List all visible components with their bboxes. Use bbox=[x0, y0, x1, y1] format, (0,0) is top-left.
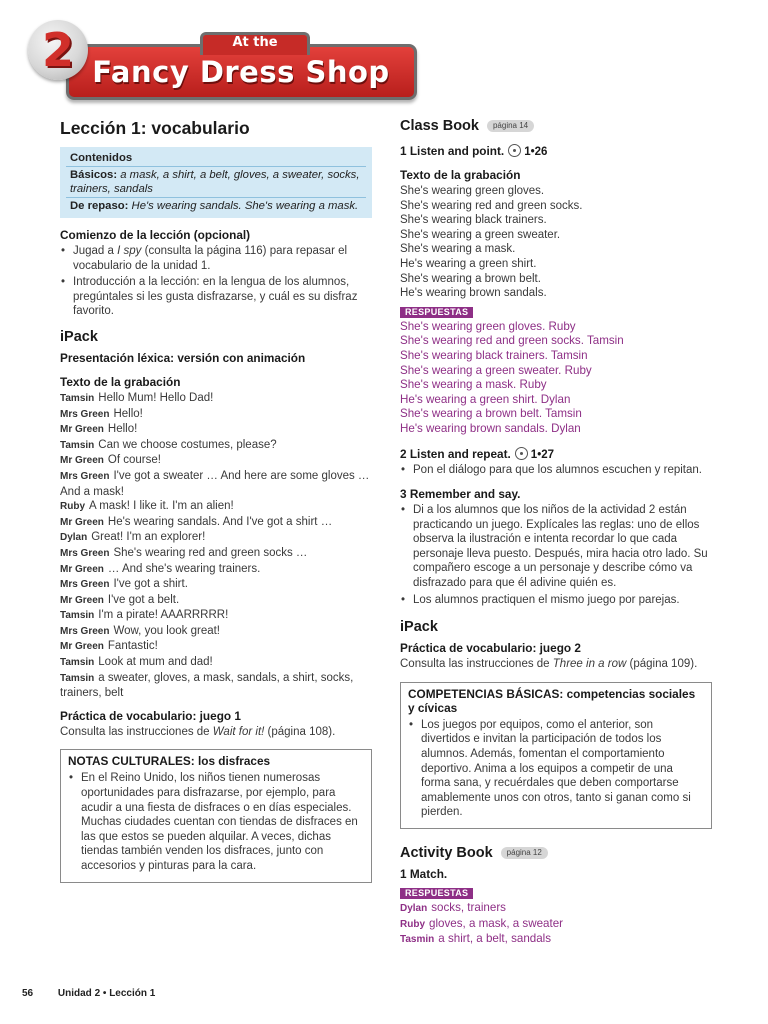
speaker-name: Ruby bbox=[60, 501, 85, 513]
cultural-notes-bullet: • En el Reino Unido, los niños tienen numerosas oportunidades para disfrazarse, por ejemplo, para acudir a una fiesta de disfraces o en días especiales. Muchas ciudades cuentan con tiendas de disfraces en las que estos se pueden alquilar. A veces, dichas tiendas también venden los disfraces, junto con accesorios y pinturas para la cara. bbox=[81, 771, 364, 873]
speaker-name: Tamsin bbox=[60, 672, 95, 684]
dialogue-line bbox=[60, 391, 372, 407]
dialogue-line bbox=[60, 515, 372, 531]
contents-box bbox=[60, 147, 372, 218]
dialogue-text: Of course! bbox=[107, 454, 161, 467]
ex2-list bbox=[400, 463, 712, 478]
cultural-notes-heading: NOTAS CULTURALES: los disfraces bbox=[68, 754, 271, 769]
ex3-bullet-1: • Di a los alumnos que los niños de la actividad 2 están practicando un juego. Explícales las reglas: uno de ellos observa la ilustración e intenta recordar lo que cada personaje lleva puesto. Después, mira hacia otro lado. Su compañero escoge a un personaje y describe cómo va disfrazado para que él adivine quién es. bbox=[413, 503, 712, 591]
speaker-name: Mr Green bbox=[60, 641, 104, 653]
dialogue-line bbox=[60, 422, 372, 438]
dialogue-line bbox=[60, 624, 372, 640]
dialogue-text: Wow, you look great! bbox=[113, 624, 221, 637]
dialogue-line bbox=[60, 453, 372, 469]
game1-heading: Práctica de vocabulario: juego 1 bbox=[60, 708, 241, 723]
dialogue-text: A mask! I like it. I'm an alien! bbox=[89, 500, 234, 513]
answer-line: She's wearing a mask. Ruby bbox=[400, 378, 547, 392]
answer-line: She's wearing green gloves. Ruby bbox=[400, 319, 576, 333]
dialogue-line bbox=[60, 577, 372, 593]
ex2-bullet: • Pon el diálogo para que los alumnos escuchen y repitan. bbox=[413, 463, 712, 478]
speaker-name: Dylan bbox=[60, 532, 88, 544]
dialogue-text: Can we choose costumes, please? bbox=[98, 438, 277, 451]
competencias-heading: COMPETENCIAS BÁSICAS: competencias sociales y cívicas bbox=[408, 686, 696, 715]
classbook-answers bbox=[400, 320, 712, 437]
ex3-bullet-2: • Los alumnos practiquen el mismo juego por parejas. bbox=[413, 593, 712, 608]
dialogue-line bbox=[60, 530, 372, 546]
speaker-name: Mrs Green bbox=[60, 547, 110, 559]
answer-line bbox=[400, 932, 712, 948]
dialogue-text: a sweater, gloves, a mask, sandals, a shirt, socks, trainers, belt bbox=[60, 671, 354, 700]
contents-review: De repaso: He's wearing sandals. She's wearing a mask. bbox=[70, 200, 359, 212]
dialogue-line bbox=[60, 438, 372, 454]
recording-line: He's wearing a green shirt. bbox=[400, 257, 537, 270]
answer-line bbox=[400, 901, 712, 917]
speaker-name: Dylan bbox=[400, 903, 428, 914]
ab-ex1-title: 1 Match. bbox=[400, 867, 448, 881]
dialogue-line bbox=[60, 639, 372, 655]
dialogue bbox=[60, 391, 372, 701]
recording-line: He's wearing brown sandals. bbox=[400, 287, 547, 300]
unit-title: Fancy Dress Shop bbox=[92, 55, 390, 89]
dialogue-text: Hello Mum! Hello Dad! bbox=[98, 391, 214, 404]
dialogue-text: Look at mum and dad! bbox=[98, 656, 213, 669]
recording-line: She's wearing green gloves. bbox=[400, 185, 545, 197]
answer-line: He's wearing brown sandals. Dylan bbox=[400, 421, 581, 435]
start-heading: Comienzo de la lección (opcional) bbox=[60, 228, 251, 242]
competencias-box bbox=[400, 682, 712, 829]
right-ipack-heading: iPack bbox=[400, 619, 438, 636]
speaker-name: Mr Green bbox=[60, 455, 104, 467]
contents-basic: Básicos: a mask, a shirt, a belt, gloves, a sweater, socks, trainers, sandals bbox=[66, 167, 366, 198]
dialogue-text: I've got a sweater … And here are some gloves … And a mask! bbox=[60, 469, 370, 498]
dialogue-line bbox=[60, 608, 372, 624]
speaker-name: Mrs Green bbox=[60, 408, 110, 420]
dialogue-line bbox=[60, 499, 372, 515]
dialogue-line bbox=[60, 562, 372, 578]
answer-line: She's wearing a brown belt. Tamsin bbox=[400, 407, 582, 421]
dialogue-text: I've got a shirt. bbox=[113, 578, 188, 591]
answers-badge: RESPUESTAS bbox=[400, 307, 473, 318]
dialogue-text: Great! I'm an explorer! bbox=[91, 531, 206, 544]
speaker-name: Mr Green bbox=[60, 594, 104, 606]
answer-line: She's wearing a green sweater. Ruby bbox=[400, 363, 592, 377]
speaker-name: Tamsin bbox=[60, 439, 95, 451]
competencias-bullet: • Los juegos por equipos, como el anterior, son divertidos e invitan la participación de todos los alumnos. Además, fomentan el comportamiento deportivo. Anima a los equipos a competir de una forma sana, y recuérdales que deben comportarse amablemente unos con otros, tanto si ganan como si pierden. bbox=[421, 718, 704, 820]
answer-line bbox=[400, 917, 712, 933]
unit-number: 2 bbox=[41, 23, 74, 77]
dialogue-text: … And she's wearing trainers. bbox=[107, 562, 261, 575]
right-column bbox=[400, 116, 712, 948]
recording-lines bbox=[400, 184, 712, 301]
right-ipack-subheading: Práctica de vocabulario: juego 2 bbox=[400, 641, 581, 656]
dialogue-text: Hello! bbox=[107, 423, 138, 436]
dialogue-text: Hello! bbox=[113, 407, 143, 420]
dialogue-text: I'm a pirate! AAARRRRR! bbox=[98, 609, 229, 622]
game1-text: Consulta las instrucciones de Wait for it! (página 108). bbox=[60, 725, 336, 738]
audio-cd-icon bbox=[508, 144, 521, 157]
activitybook-page-badge: página 12 bbox=[501, 847, 548, 859]
recording-line: She's wearing black trainers. bbox=[400, 214, 547, 227]
dialogue-line bbox=[60, 546, 372, 562]
ipack-heading: iPack bbox=[60, 328, 98, 345]
page-number: 56 bbox=[22, 988, 34, 999]
ipack-subheading: Presentación léxica: versión con animación bbox=[60, 350, 306, 365]
speaker-name: Ruby bbox=[400, 918, 425, 930]
answer-text: a shirt, a belt, sandals bbox=[438, 932, 552, 946]
answer-line: She's wearing red and green socks. Tamsin bbox=[400, 334, 624, 348]
activitybook-heading: Activity Book página 12 bbox=[400, 845, 712, 861]
speaker-name: Mr Green bbox=[60, 424, 104, 436]
speaker-name: Mrs Green bbox=[60, 470, 110, 482]
dialogue-text: I've got a belt. bbox=[107, 593, 180, 606]
answer-text: gloves, a mask, a sweater bbox=[429, 916, 564, 930]
dialogue-text: He's wearing sandals. And I've got a shirt … bbox=[107, 515, 333, 528]
classbook-page-badge: página 14 bbox=[487, 120, 534, 132]
cultural-notes-box bbox=[60, 749, 372, 882]
lesson-title: Lección 1: vocabulario bbox=[60, 118, 250, 138]
recording-line: She's wearing red and green socks. bbox=[400, 199, 583, 212]
classbook-heading: Class Book página 14 bbox=[400, 118, 712, 134]
ex3-list bbox=[400, 503, 712, 607]
cb-recording-heading: Texto de la grabación bbox=[400, 168, 521, 182]
recording-line: She's wearing a green sweater. bbox=[400, 228, 561, 241]
unit-subtitle: At the bbox=[232, 35, 278, 50]
dialogue-line bbox=[60, 671, 372, 701]
speaker-name: Mrs Green bbox=[60, 579, 110, 591]
speaker-name: Tamsin bbox=[60, 392, 95, 404]
answer-line: He's wearing a green shirt. Dylan bbox=[400, 392, 571, 406]
ex2-title: 2 Listen and repeat. 1•27 bbox=[400, 446, 555, 461]
speaker-name: Mrs Green bbox=[60, 625, 110, 637]
start-bullet-1: • Jugad a I spy (consulta la página 116) para repasar el vocabulario de la unidad 1. bbox=[73, 244, 372, 273]
left-column bbox=[60, 116, 372, 883]
ab-answers-badge: RESPUESTAS bbox=[400, 888, 473, 899]
speaker-name: Tamsin bbox=[60, 657, 95, 669]
competencias-list bbox=[408, 718, 704, 820]
unit-lesson-label: Unidad 2 • Lección 1 bbox=[57, 988, 156, 999]
start-bullet-2: • Introducción a la lección: en la lengua de los alumnos, pregúntales si les gusta disfrazarse, y cuál es su disfraz favorito. bbox=[73, 275, 372, 319]
contents-heading: Contenidos bbox=[66, 150, 366, 167]
speaker-name: Tasmin bbox=[400, 934, 435, 946]
dialogue-line bbox=[60, 655, 372, 671]
right-ipack-text: Consulta las instrucciones de Three in a row (página 109). bbox=[400, 658, 698, 671]
audio-cd-icon bbox=[515, 447, 528, 460]
ex3-title: 3 Remember and say. bbox=[400, 487, 521, 502]
speaker-name: Tamsin bbox=[60, 610, 95, 622]
answer-line: She's wearing black trainers. Tamsin bbox=[400, 348, 588, 362]
start-list bbox=[60, 244, 372, 319]
recording-line: She's wearing a mask. bbox=[400, 243, 516, 256]
dialogue-line bbox=[60, 593, 372, 609]
dialogue-line bbox=[60, 469, 372, 499]
page-footer bbox=[22, 988, 155, 999]
activitybook-answers bbox=[400, 901, 712, 948]
recording-line: She's wearing a brown belt. bbox=[400, 272, 541, 285]
unit-banner bbox=[28, 18, 418, 108]
speaker-name: Mr Green bbox=[60, 516, 104, 528]
dialogue-line bbox=[60, 407, 372, 423]
cultural-notes-list bbox=[68, 771, 364, 873]
dialogue-text: Fantastic! bbox=[107, 640, 158, 653]
speaker-name: Mr Green bbox=[60, 563, 104, 575]
answer-text: socks, trainers bbox=[431, 901, 506, 914]
dialogue-text: She's wearing red and green socks … bbox=[113, 546, 308, 559]
recording-heading: Texto de la grabación bbox=[60, 374, 181, 389]
ex1-title: 1 Listen and point. 1•26 bbox=[400, 144, 548, 158]
